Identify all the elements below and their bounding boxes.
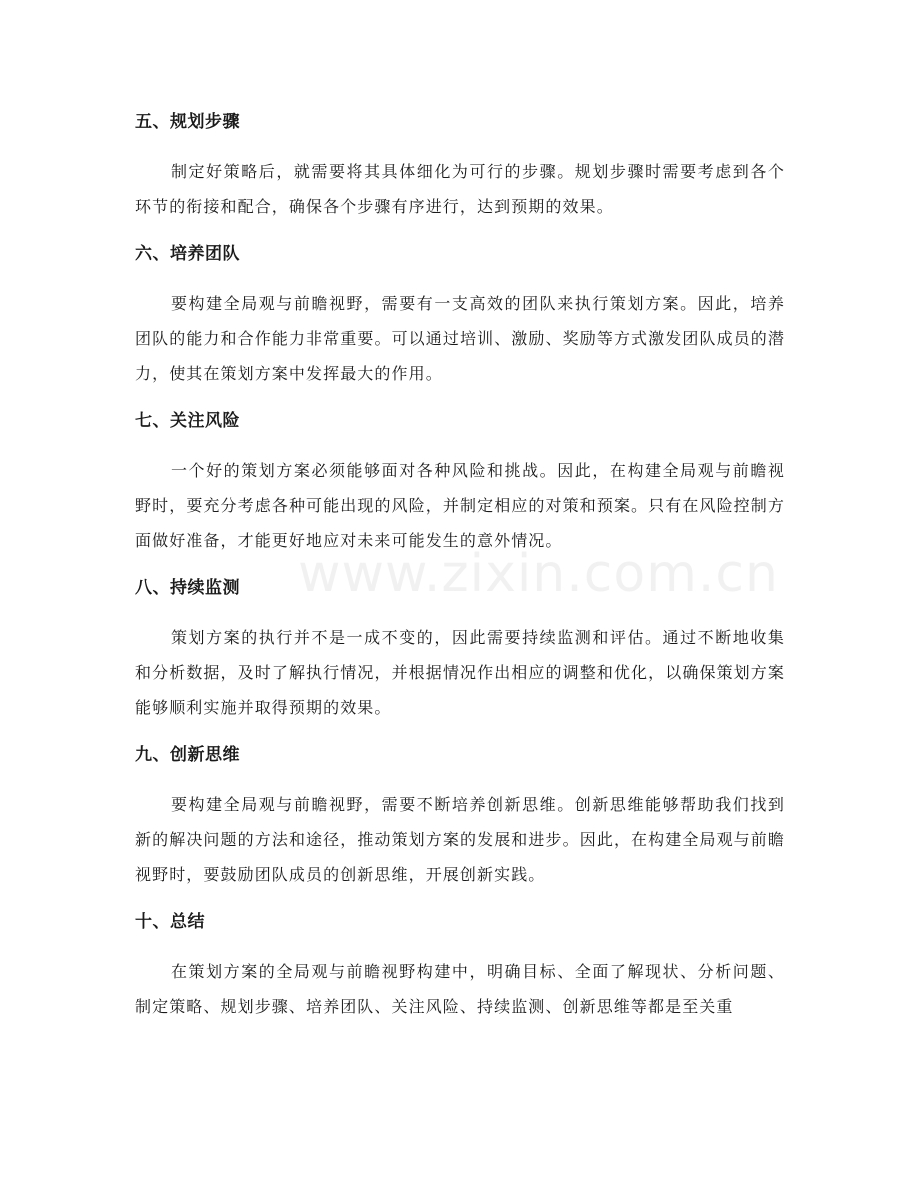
section-paragraph: 策划方案的执行并不是一成不变的，因此需要持续监测和评估。通过不断地收集和分析数据，及时了解执行情况，并根据情况作出相应的调整和优化，以确保策划方案能够顺利实施并取得预期的效果。	[135, 628, 785, 717]
section-summary	[135, 906, 785, 1024]
document-content	[135, 106, 785, 1038]
section-paragraph: 一个好的策划方案必须能够面对各种风险和挑战。因此，在构建全局观与前瞻视野时，要充分考虑各种可能出现的风险，并制定相应的对策和预案。只有在风险控制方面做好准备，才能更好地应对未来可能发生的意外情况。	[135, 461, 785, 550]
section-paragraph: 制定好策略后，就需要将其具体细化为可行的步骤。规划步骤时需要考虑到各个环节的衔接和配合，确保各个步骤有序进行，达到预期的效果。	[135, 162, 785, 216]
section-paragraph: 在策划方案的全局观与前瞻视野构建中，明确目标、全面了解现状、分析问题、制定策略、规划步骤、培养团队、关注风险、持续监测、创新思维等都是至关重	[135, 962, 785, 1016]
section-heading: 十、总结	[135, 912, 205, 932]
watermark: www.zixin.com.cn	[298, 544, 779, 604]
section-heading: 九、创新思维	[135, 745, 240, 765]
section-heading: 五、规划步骤	[135, 112, 240, 132]
section-heading: 八、持续监测	[135, 578, 240, 598]
section-monitoring	[135, 572, 785, 725]
section-planning-steps	[135, 106, 785, 224]
section-risk	[135, 405, 785, 558]
section-heading: 六、培养团队	[135, 244, 240, 264]
section-paragraph: 要构建全局观与前瞻视野，需要有一支高效的团队来执行策划方案。因此，培养团队的能力和合作能力非常重要。可以通过培训、激励、奖励等方式激发团队成员的潜力，使其在策划方案中发挥最大的作用。	[135, 294, 785, 383]
section-innovation	[135, 739, 785, 892]
section-heading: 七、关注风险	[135, 411, 240, 431]
section-build-team	[135, 238, 785, 391]
section-paragraph: 要构建全局观与前瞻视野，需要不断培养创新思维。创新思维能够帮助我们找到新的解决问题的方法和途径，推动策划方案的发展和进步。因此，在构建全局观与前瞻视野时，要鼓励团队成员的创新思维，开展创新实践。	[135, 795, 785, 884]
